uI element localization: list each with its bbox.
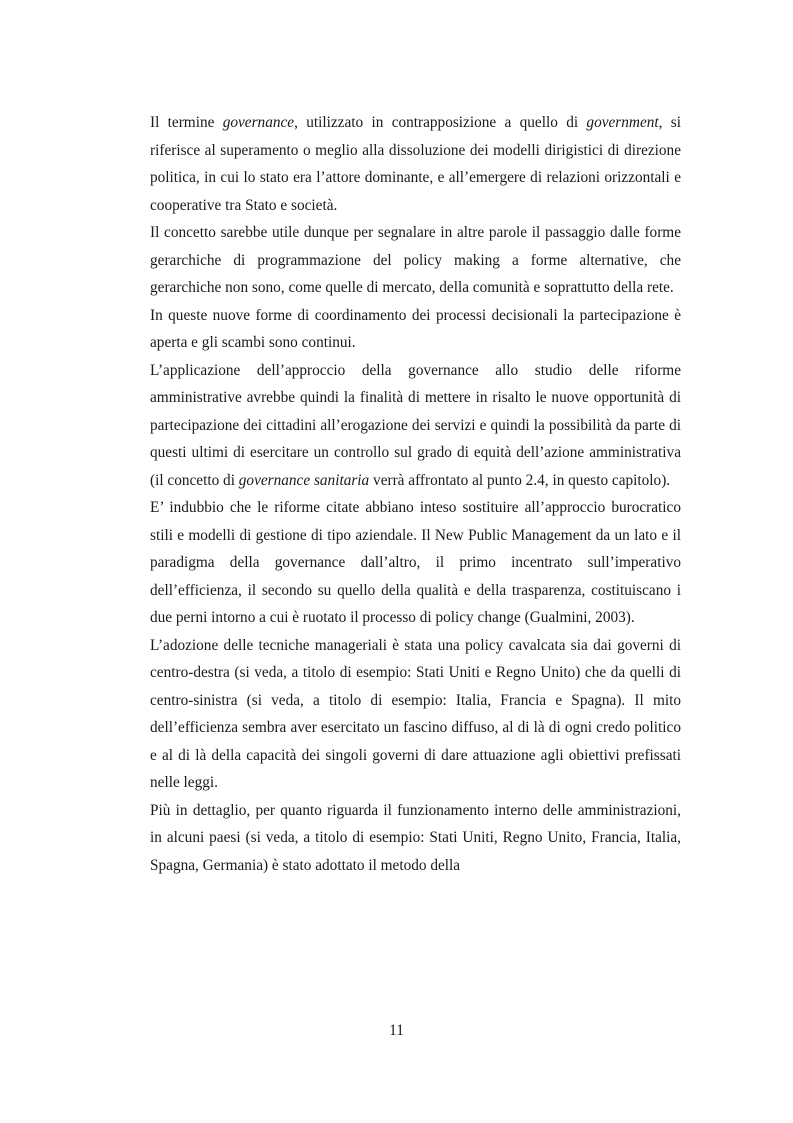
text-run: Il concetto sarebbe utile dunque per segnalare in altre parole il passaggio dalle forme gerarchiche di programmazione del policy making a forme alternative, che gerarchiche non sono, come quelle di mercato, della comunità e soprattutto della rete. [150, 224, 681, 296]
text-run: Il termine [150, 114, 223, 131]
text-run: Più in dettaglio, per quanto riguarda il funzionamento interno delle amministrazioni, in alcuni paesi (si veda, a titolo di esempio: Stati Uniti, Regno Unito, Francia, Italia, Spagna, Germania) è stato adottato il metodo della [150, 801, 681, 874]
text-run: L’adozione delle tecniche manageriali è stata una policy cavalcata sia dai governi di centro-destra (si veda, a titolo di esempio: Stati Uniti e Regno Unito) che da quelli di centro-sinistra (si veda, a titolo di esempio: Italia, Francia e Spagna). Il mito dell’efficienza sembra aver esercitato un fascino diffuso, al di là di ogni credo politico e al di là della capacità dei singoli governi di dare attuazione agli obiettivi prefissati nelle leggi. [150, 636, 681, 791]
text-run: , utilizzato in contrapposizione a quello di [294, 114, 587, 131]
text-run: E’ indubbio che le riforme citate abbiano inteso sostituire all’approccio burocratico stili e modelli di gestione di tipo aziendale. Il New Public Management da un lato e il paradigma della governance dall’altro, il primo incentrato sull’imperativo dell’efficienza, il secondo su quello della qualità e della trasparenza, costituiscano i due perni intorno a cui è ruotato il processo di policy change (Gualmini, 2003). [150, 499, 681, 626]
text-run: L’applicazione dell’approccio della governance allo studio delle riforme amministrative avrebbe quindi la finalità di mettere in risalto le nuove opportunità di partecipazione dei cittadini all’erogazione dei servizi e quindi la possibilità da parte di questi ultimi di esercitare un controllo sul grado di equità dell’azione amministrativa (il concetto di [150, 361, 681, 489]
paragraph [150, 302, 681, 357]
paragraph [150, 797, 681, 880]
body-text [150, 109, 681, 879]
paragraph [150, 357, 681, 495]
italic-term: government [586, 114, 659, 131]
paragraph [150, 219, 681, 302]
paragraph [150, 632, 681, 797]
text-run: , si riferisce al superamento o meglio alla dissoluzione dei modelli dirigistici di direzione politica, in cui lo stato era l’attore dominante, e all’emergere di relazioni orizzontali e cooperative tra Stato e società. [150, 114, 681, 214]
italic-term: governance sanitaria [238, 471, 370, 489]
paragraph [150, 494, 681, 632]
paragraph [150, 109, 681, 219]
text-run: verrà affrontato al punto 2.4, in questo capitolo). [369, 471, 671, 489]
page-number: 11 [389, 1022, 404, 1039]
text-run: In queste nuove forme di coordinamento dei processi decisionali la partecipazione è aperta e gli scambi sono continui. [150, 306, 681, 351]
italic-term: governance [222, 114, 295, 131]
